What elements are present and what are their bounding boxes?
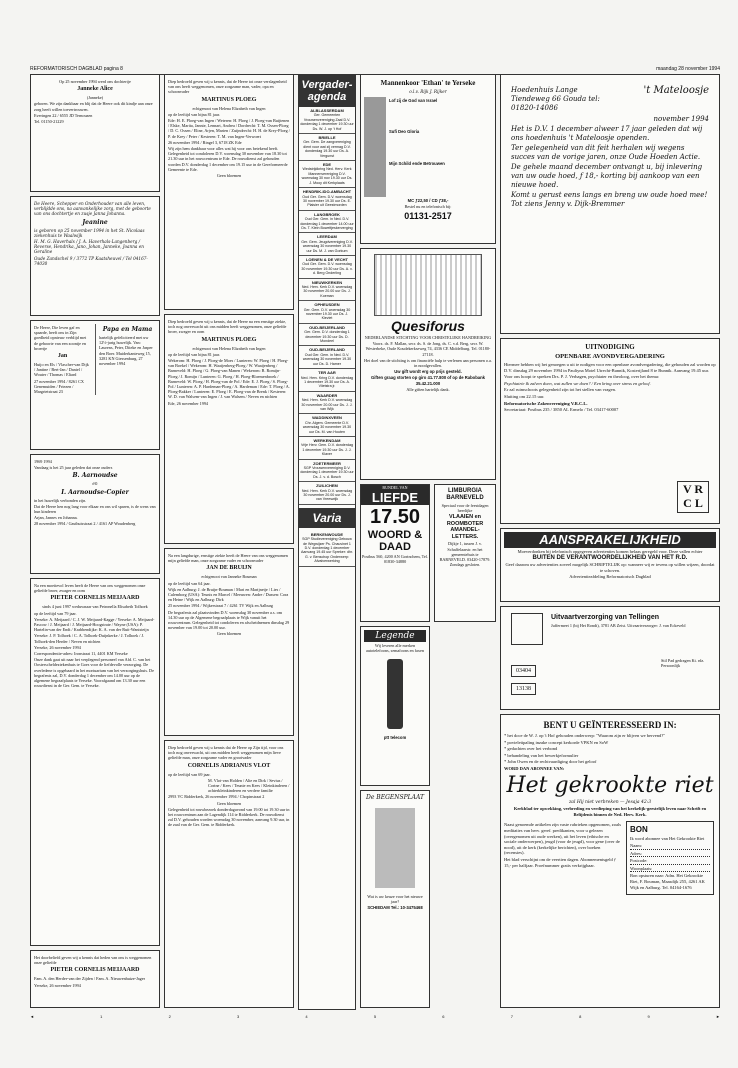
building-illustration	[374, 254, 482, 316]
legende-title: Legende	[364, 630, 426, 642]
ploeg2-text: Diep bedroefd geven wij u kennis, dat de Heere na een ernstige ziekte, toch nog onverwacht uit ons midden heeft weggenomen, onze geliefde broer, zwager en oom	[168, 319, 287, 335]
quesiforus-title: Quesiforus	[391, 318, 465, 334]
song-2: Sufi Deo Gloria	[389, 129, 420, 135]
ploeg1-date: 26 november 1994 / Ringel 3, 6718 ZK Ede	[168, 139, 242, 145]
agenda-item-details: Ger. Gem. De zangvereniging dient voor wat zij vermag D.V. donderdag 19.30 uur Ds. A. Vergunst	[303, 140, 351, 158]
uitvaart-side: Stil Pad gedragen Kt. rdz. Persoonlijk	[661, 658, 705, 669]
vrcl-logo: V R C L	[677, 481, 709, 513]
page-footer	[30, 1014, 720, 1020]
hoedenhuis-address: Hoedenhuis Lange Tiendeweg 66 Gouda tel: 01820-14086	[511, 86, 600, 112]
vlot-date: 2993 VC Ridderkerk, 26 november 1994 / Chopinstraat 2	[168, 794, 265, 800]
jub-sub: in het huwelijk verbonden zijn.	[34, 497, 87, 503]
agenda-item-details: Ger. Gem. Jeugdvereniging D.V. woensdag 30 november 19.30 uur Ds. M. J. van Gorkum	[301, 239, 353, 253]
birth-tel: Tel. 01150-21229	[34, 119, 64, 125]
agenda-item-title: NIEUWKERKEN	[311, 279, 343, 285]
meijaard-age: op de leeftijd van 79 jaar.	[34, 610, 77, 616]
aansprak-main: BUITEN DE VERANTWOORDELIJKHEID VAN HET R.D.	[532, 554, 688, 561]
uitvaart-number-1: 03404	[511, 665, 536, 677]
jub-years: 1969 1994	[34, 459, 52, 464]
mannenkoor-ad	[360, 74, 496, 244]
avond-text: Hiermee hebben wij het genoegen u uit te nodigen voor een openbare avondvergadering, die gehouden zal worden op D.V. dinsdag 29 november 1994 in Pauliyna Motel Utrecht-Bunnik, Kosterijland 8 te Bunnik. Aanvang 19.45 uur.	[504, 362, 716, 373]
liefde-ad	[360, 484, 430, 622]
agenda-item	[299, 369, 355, 392]
agenda-item-title: LANGBROEK	[314, 211, 340, 217]
agenda-item-title: TER AAR	[318, 370, 336, 376]
bruijn-name: JAN DE BRUIJN	[206, 565, 252, 572]
obituary-ploeg	[164, 74, 294, 310]
mannenkoor-sub: o.l.v. Rijk J. Rijker	[409, 89, 447, 94]
agenda-item-title: ZOETERMEER	[313, 460, 341, 466]
agenda-item	[299, 233, 355, 256]
hoedenhuis-logo: 't Mateloosje	[643, 85, 709, 96]
avond-secretariat: Secretariaat: Postbus 235 / 3850 AL Ermelo / Tel. 03417-60007	[504, 407, 619, 413]
footer-marker: 6	[442, 1014, 445, 1019]
aansprak-bottom: Advertentieafdeling Reformatorisch Dagblad	[569, 574, 651, 580]
jub-thanks: Dat de Heere hen nog lang voor elkaar en ons wil sparen, is de wens van hun kinderen	[34, 503, 156, 515]
mannenkoor-price: MC ƒ22,50 / CD ƒ38,-	[407, 198, 449, 204]
aansprak-title: AANSPRAKELIJKHEID	[504, 532, 716, 548]
agenda-item	[299, 107, 355, 134]
meijaard2-fam: Fam. A. den Herder-van der Zijden / Fam. A. Nieuwenhuize-Jager	[34, 976, 145, 982]
agenda-item-details: Oud Ger. Gem. D.V. woensdag 30 november 19.30 uur Ds. E. Plaisier uit Geestmorden	[302, 194, 352, 208]
quesiforus-bank: Giften graag storten op giro 41.77.800 of op de Rabobank 35.42.21.000	[370, 375, 485, 386]
avondvergadering-ad	[500, 338, 720, 524]
limburgia-text: Dijkje 1, tussen J. v. Schaffelaarstr. en het gemeentehuis te BARNEVELD. 03420-17879. Zondags gesloten.	[439, 541, 491, 568]
agenda-item-details: Ger. Gemeenten Vrouwenvereniging Zaal D.V. donderdag 1 december 19.30 uur Ds. W. J. op 't Hof	[300, 113, 354, 131]
phone-image	[387, 659, 403, 729]
birth-intro: Op 25 november 1994 werd ons dochtertje	[59, 79, 131, 84]
agenda-item	[299, 437, 355, 460]
vlot-age: op de leeftijd van 69 jaar.	[168, 771, 211, 777]
papa-name: Jan	[57, 353, 68, 360]
bruijn-sub: echtgenoot van Janneke Bouman	[201, 574, 257, 580]
liefde-word: LIEFDE	[361, 490, 429, 505]
agenda-item	[299, 414, 355, 437]
papa-text: De Heere, Die leven gaf en spaarde, heeft ons in Zijn goedheid opnieuw verblijd met de geboorte van een zoontje en broertje	[34, 325, 87, 351]
agenda-item-title: WERKENDAM	[313, 437, 341, 443]
bent-title: BENT U GEÏNTERESSEERD IN:	[543, 720, 677, 730]
avond-org: Reformatorische Zakenvereniging V.R.C.L.	[504, 400, 588, 406]
bruijn-date: 25 november 1994 / Wijkerstraat 7 / 4261 TV Wijk en Aalburg	[168, 603, 273, 609]
footer-marker: 2	[168, 1014, 171, 1019]
legende-ad	[360, 626, 430, 786]
jub-text: Vandaag is het 25 jaar geleden dat onze ouders	[34, 465, 113, 471]
agenda-item	[299, 460, 355, 483]
quesiforus-text: Het doel van de stichting is om financiële hulp te verlenen aan personen o.a. in noodgevallen.	[364, 357, 492, 369]
birth-sig: Everingen 22 / 6555 JD Ternouzen	[34, 112, 93, 118]
agenda-item-details: Oud Ger. Gem. in Ned. D.V. donderdag 1 december 14.00 uur Ds. T. Klein Boweltjeskerverging	[300, 217, 354, 230]
book-bottom: SCHIEDAM Tel.: 10-3475468	[367, 905, 423, 911]
avond-close: Sluiting om 22.15 uur.	[504, 393, 545, 399]
ploeg1-fam: Ede: H. E. Ploeg-van Ingen / Weteren: H. Ploeg / J. Ploeg-van Buijtenen / Elske, Marita, Jannie, Lennart, Andrea / Dordrecht: T. M. Ossen-Ploeg / D. C. Ossen / Eline, Arjen, Marien / Zuijndrecht: H. H. de Krey-Ploeg / P. de Krey / Peter / Kesteren: T. M. van Ingen-Verwoert	[168, 118, 290, 139]
papa-date: 27 november 1994 / 8261 CX Genemuiden / Friezen / Margrietstraat 23	[34, 378, 84, 395]
agenda-item-title: OPHEUSDEN	[314, 302, 340, 308]
footer-marker: ◄	[30, 1014, 34, 1019]
ploeg1-name: MARTINUS PLOEG	[201, 96, 257, 103]
bent-item: * het doce de W. J. op 't Hof gehouden onderwerp: "Waarom zijn er blijven we bervend?"	[504, 733, 666, 738]
bruijn-body: De begrafenis zal plaatsvinden D.V. woensdag 30 november a.s. om 14.30 uur op de Algemene begraafplaats te Wijk vanuit het rouwcentrum. Gelegenheid tot condoleren en afscheidnemen dinsdag 29 november van 19.00 tot 20.00 uur.	[168, 609, 290, 631]
agenda-item-details: Chr. Algem. Gemeente D.V. woensdag 30 november 19.30 uur Ds. M. van Houten	[302, 420, 352, 434]
meijaard-text: Na een moeitevol leven heeft de Heere van ons weggenomen onze geliefde broer, zwager en oom	[34, 583, 146, 594]
obituary-ploeg-2	[164, 314, 294, 544]
liefde-note: Postbus 560, 4200 AN Gorinchem, Tel. 01830-34880	[362, 554, 428, 565]
birth-name: Janneke Alice	[77, 86, 113, 93]
vlot-nobl: Geen bloemen	[216, 800, 242, 806]
agenda-item	[299, 256, 355, 279]
agenda-item	[299, 188, 355, 211]
footer-marker: 5	[373, 1014, 377, 1019]
agenda-item-title: ALBLASSERDAM	[310, 108, 344, 113]
agenda-item	[299, 161, 355, 188]
meijaard-name: PIETER CORNELIS MEIJAARD	[50, 595, 140, 602]
subscription-coupon[interactable]	[626, 821, 714, 895]
footer-marker: 8	[579, 1014, 582, 1019]
agenda-item-details: Ned. Herv. Kerk D.V. woensdag 30 november 20.00 uur Ds. J. van Vreeswijk	[301, 488, 353, 502]
agenda-list	[299, 107, 355, 505]
jub-date: 28 november 1994 / Gasthuisstraat 2 / 4161 AP Woudenberg	[34, 521, 136, 527]
avond-speaker: Voor ons hoopt te spreken Drs. P. J. Verhagen, psychiater en theoloog, over het thema:	[504, 374, 660, 380]
varia-heading: Varia	[299, 508, 355, 528]
uitvaart-number-2: 13138	[511, 683, 536, 695]
papa-extra: hartelijk gefeliciteerd met uw 12½-jarig huwelijk. Van: Laurens, Peter, Diteke en Jasper den Boer. Muiderkanteweg 15, 3281 KN Giessenburg, 27 november 1994	[99, 335, 153, 367]
bruijn-text: Na een langdurige, ernstige ziekte heeft de Heere van ons weggenomen mijn geliefde man, onze zorgzame vader en schoonvader	[168, 553, 288, 564]
meijaard2-name: PIETER CORNELIS MEIJAARD	[50, 967, 140, 974]
bent-item: * povieletipaling inzake concept kerkorde VPKN en SoW	[504, 739, 609, 745]
avond-questions: Er zal ruimschoots gelegenheid zijn tot het stellen van vragen.	[504, 387, 616, 393]
agenda-item-title: WADDINXVEEN	[312, 415, 342, 421]
ploeg1-text: Diep bedroefd geven wij u kennis, dat de Heere tot onze verslagenheid van ons heeft weggenomen, onze zorgzame man, vader, opa en schoonvader	[168, 79, 287, 95]
hoedenhuis-date: november 1994	[653, 115, 709, 123]
agenda-item-details: Ned. Herv. Kring D.V. donderdag 1 december 19.30 uur Ds. A. Vlietstra jr.	[300, 375, 354, 389]
ploeg2-age: op de leeftijd van bijna 81 jaar.	[168, 351, 220, 357]
papa-mama-announcement	[30, 320, 160, 450]
coupon-postcode-field[interactable]: Postcode:	[630, 858, 710, 865]
legende-bottom: ptt telecom	[383, 735, 407, 741]
aansprakelijkheid-ad	[500, 528, 720, 602]
varia-item-title: BERKENWOUDE	[310, 531, 344, 537]
meijaard-fam: Yerseke: A. Meijaard / C. J. W. Meijaard-Kagge / Yerseke: A. Meijaard-Pascow / J. Meijaard / J. Meijaard-Hoogstrate / Wayne (USA): P. Hartelin-van der Endt / Krabbendijke: K. A. van der Ruit-Wanisteijn	[34, 616, 155, 633]
avond-title: UITNODIGING	[585, 343, 635, 351]
gift-date: is geboren op 25 november 1994 in het St. Nicolaas ziekenhuis te Waalwijk	[34, 227, 145, 238]
agenda-item-details: SGP Vrouwenvereniging D.V. donderdag 1 december 19.30 uur Ds. J. v. d. Bosch	[300, 466, 354, 479]
meijaard-fam2: Yerseke: J. P. Tolhoek / C. A. Tolhoek-Duijnkerke / J. Tolhoek / J. Tolhoek-den Herder / Neven en nichten	[34, 633, 145, 644]
varia-list	[299, 531, 355, 567]
birth-announcement-2	[30, 196, 160, 316]
limburgia-main: VLAAIEN en ROOMBOTER AMANDEL-LETTERS.	[446, 514, 484, 540]
hoedenhuis-sig: Komt u gerust eens langs en breng uw oude hoed mee! Tot ziens Jenny v. Dijk-Bremmer	[511, 191, 708, 208]
agenda-item	[299, 482, 355, 505]
cassette-image	[364, 97, 386, 197]
agenda-item-details: Vrije Herv. Gem. D.V. donderdag 1 december 19.30 uur Ds. J. J. Klaver	[301, 443, 353, 457]
bent-tagline: Kerkblad ter opwekking, verbreding en verdieping van het kerkelijk-geestelijk leven naar Schrift en Belijdenis binnen de Ned. Herv. Kerk.	[513, 806, 707, 817]
bent-body2: Het blad verschijnt om de veertien dagen. Abonnementsgeld ƒ 15,- per halfjaar. Proefnummer gratis verkrijgbaar.	[504, 856, 617, 868]
jub-kids: Arjan, Jannes en Johanna.	[34, 515, 78, 521]
aansprak-text: Moeverdonken bij telefonisch opgegeven advertenties komen helaas geregeld voor. Deze vallen echter	[517, 549, 703, 554]
agenda-item-title: EDE	[322, 162, 332, 168]
bruijn-fam: Wijk en Aalburg: J. de Bruijn-Bouman / Mari en Marijnetje / Lies / Culemborg (USA): Teunis en Marcel / Meeuwen: Andre / Dussen: Cora en Heine / Wijk en Aalburg: Dirk	[168, 586, 289, 603]
bent-list	[504, 733, 716, 765]
obituary-vlot	[164, 740, 294, 1008]
agenda-item-title: HENDRIK-IDO-AMBACHT	[302, 189, 352, 195]
gift-fam: H. M. G. Haverhals / J. A. Haverhals-Langenberg / Reverse, Hendrika, Jano, Johan, Janneke, Joanna en Geraline	[34, 239, 144, 255]
hoedenhuis-body3: De gehele maand december ontvangt u, bij inlevering van uw oude hoed, ƒ 18,- korting bij aankoop van een nieuwe hoed.	[511, 163, 703, 189]
agenda-item	[299, 134, 355, 161]
mannenkoor-tel: 01131-2517	[404, 210, 452, 221]
jub-en: en	[92, 481, 98, 487]
vlot-fam: M. Vlot-van Holden / Alie en Dirk / Sevius / Corine / Kees / Teunie en Kees / Kleinkinderen / achterkleinkinderen en verdere familie	[208, 777, 290, 794]
liefde-label: BUNDEL VAN	[361, 485, 429, 490]
agenda-item-title: LOENEN & DE VECHT	[305, 256, 348, 262]
obituary-meijaard-2	[30, 950, 160, 1008]
meijaard-addr: Correspondentie-adres: Ironstraat 11, 4401 KM Yerseke	[34, 651, 128, 657]
meijaard-sub: sinds 4 juni 1997 weduwnaar van Petronella Elisabeth Tolhoek	[42, 604, 148, 610]
agenda-item-details: Ned. Herv. Kerk D.V. woensdag 30 november 20.00 uur Ds. J. J. van Wijk	[301, 398, 353, 411]
ploeg1-nobl: Geen bloemen	[216, 173, 242, 179]
footer-marker: 9	[647, 1014, 650, 1019]
gift-name: Jeanine	[82, 218, 108, 226]
agenda-item-details: Ned. Herv. Kerk D.V. woensdag 30 november 20.00 uur Ds. J. Koeman	[301, 285, 353, 298]
agenda-item-title: BRIELLE	[318, 135, 336, 141]
papa-kids: Huijo en Els / Vlascher-van Dijk / Jantine / Bert-Jan / Daniel / Wouter / Thomas / Eliard	[34, 362, 89, 378]
coupon-text: Ik word abonnee van Het Gekrookte Riet	[630, 836, 705, 842]
book-image	[375, 808, 415, 888]
quesiforus-ad	[360, 248, 496, 480]
agenda-item	[299, 279, 355, 302]
avond-theme: Psychiatrie & zalven doen, wat zullen we doen? / Een kring over stress en geloof.	[504, 380, 651, 386]
limburgia-ad	[434, 484, 496, 622]
agenda-item	[299, 346, 355, 369]
obituary-meijaard	[30, 578, 160, 946]
hoedenhuis-body: Het is D.V. 1 december alweer 17 jaar geleden dat wij ons hoedenhuis 't Mateloosje openden.	[511, 125, 703, 142]
quesiforus-addr: Voorz. ds. F. Mallan, secr. ds. S. de Jong, ds. C. v.d. Berg, secr. W. Westerbeke, Oude Koudekerkseweg 74, 4336 CE Middelburg. Tel. 01180-27118.	[365, 341, 491, 357]
birth-announcement	[30, 74, 160, 192]
meijaard2-text: Het doorbeliefd geven wij u kennis dat heden van ons is weggenomen onze geliefde	[34, 955, 152, 966]
footer-marker: 1	[100, 1014, 103, 1019]
bruijn-age: op de leeftijd van 64 jaar.	[168, 580, 211, 586]
jub-names: B. Aarnoudse	[72, 472, 118, 480]
birth-text: geboren. We zijn dankbaar en blij dat de Heere ook dit kindje aan onze zorg heeft willen toevertrouwen.	[34, 101, 153, 112]
agenda-item-title: OUD-BEIJERLAND	[309, 347, 345, 353]
quesiforus-gift: Uw gift wordt erg op prijs gesteld.	[394, 369, 462, 375]
song-1: Lof zij de God van Israel	[389, 98, 438, 104]
agenda-item-details: Ger. Gem. D.V. donderdag 1 december 19.30 uur Ds. D. Mondeel	[304, 330, 350, 344]
footer-marker: 7	[510, 1014, 513, 1019]
coupon-address: Bon opsturen naar: Adm. Het Gekrookte Riet, F. Bouman, Maasdijk 255, 4261 AK Wijk en Aalburg. Tel. 04164-1676	[630, 873, 705, 890]
gekrookte-riet-logo: Het gekrookte riet	[506, 772, 714, 798]
birth-nick: (Janneke)	[86, 95, 104, 101]
hoedenhuis-ad	[500, 74, 720, 334]
footer-marker: 3	[237, 1014, 240, 1019]
meeting-agenda	[298, 74, 356, 1010]
footer-marker: 4	[305, 1014, 308, 1019]
gift-addr: Oude Zandschel 9 / 3772 TP Kaatsheuvel / Tel 04167-74030	[34, 255, 148, 266]
ploeg2-date: Ede, 26 november 1994	[168, 400, 209, 406]
coupon-city-field[interactable]: Woonplaats:	[630, 866, 710, 873]
uitvaart-addr: Juffermeet 1 (bij Het Rondt), 3781 AB Zeist. Uitvaartverzorger: J. van Eckeveld	[551, 623, 686, 628]
liefde-price: 17.50	[369, 506, 421, 529]
ploeg1-sub: echtgenoot van Helena Elizabeth van Ingen	[192, 105, 266, 111]
header-right: maandag 28 november 1994	[656, 66, 720, 72]
bent-motto: zal Hij niet verbreken — Jesaja 42:3	[568, 799, 652, 805]
mannenkoor-title: Mannenkoor 'Ethan' te Yerseke	[380, 79, 476, 87]
meijaard-body: Onze dank gaat uit naar het verplegend personeel van Afd. C. van het Oosterscheldeziekenhuis te Goes voor de liefdevolle verzorging. De overledene is opgebaard in het mortuarium van het verzorgingshuis. De begrafenis zal, D.V. donderdag 1 december om 14.00 uur op de algemene begraafplaats te Yerseke. Voorafgaand om 13.30 uur een rouwdienst in de Ger. Gem. te Yerseke.	[34, 657, 154, 689]
legende-text: Wij leveren alle merken autotelefoons, semafoons en faxen	[366, 643, 424, 654]
obituary-bruijn	[164, 548, 294, 736]
ploeg1-age: op de leeftijd van bijna 81 jaar.	[168, 111, 220, 117]
quesiforus-sub: NEDERLANDSE STICHTING VOOR CHRISTELIJKE HANDREIKING	[364, 335, 492, 340]
papa-title: Papa en Mama	[102, 326, 153, 333]
uitvaart-ad	[500, 606, 720, 710]
jubilee-announcement	[30, 454, 160, 574]
header-left: REFORMATORISCH DAGBLAD pagina 8	[30, 66, 123, 72]
agenda-item-title: ZUILICHEM	[316, 483, 338, 489]
agenda-item	[299, 211, 355, 234]
varia-item	[299, 531, 355, 567]
vlot-body: Gelegenheid tot rouwbezoek donderdagavond van 19.00 tot 19.30 uur in het rouwcentrum aan de Lagendijk 114 te Ridderkerk. De rouwdienst zal D.V. gehouden worden woensdag 30 november, aanvang 9.30 uur, in de zaal van de Ger. Gem. te Ridderkerk.	[168, 806, 290, 828]
bent-body: Naast genoemde artikelen zijn vaste rubrieken opgenomen, zoals meditaties van herv. geref. predikanten, voor u gelezen (overgenomen uit oude werken), uit het leven (ethische en sociale onderwerpen), jeugd (voor de jeugd), voor gene (over de nood), uit de kerk (kerkelijke berichten), over boeken (recensies).	[504, 822, 621, 856]
agenda-item-title: WAARDER	[316, 392, 338, 398]
liefde-publisher: WOORD & DAAD	[367, 529, 423, 554]
book-title: De BEGENSPLAAT	[366, 794, 424, 801]
song-3: Mijn Schild ende Betrouwen	[389, 160, 445, 166]
coupon-name-field[interactable]: Naam:	[630, 843, 710, 850]
agenda-heading: Vergader-agenda	[299, 75, 355, 107]
ploeg2-sub: echtgenoot van Helena Elizabeth van Ingen	[192, 345, 266, 351]
aansprak-text2: Geef daarom uw advertenties zoveel mogelijk SCHRIFTELIJK op: wanneer wij er tevens op willen wijzen, doordat te schoven.	[505, 562, 715, 573]
agenda-item	[299, 392, 355, 415]
uitvaart-logo	[511, 613, 543, 645]
agenda-item-details: Ger. Gem. D.V. woensdag 30 november 19.30 uur Ds. J. Kieviet	[303, 307, 351, 321]
ploeg2-name: MARTINUS PLOEG	[201, 336, 257, 343]
uitvaart-title: Uitvaartverzorging van Tellingen	[551, 614, 660, 621]
ploeg1-body: Wij zijn hem dankbaar voor alles wat hij voor ons betekend heeft. Gelegenheid tot condoleren D.V. woensdag 30 november van 18.30 tot 21.30 uur in het rouwcentrum te Ede. De rouwdienst zal gehouden worden D.V. donderdag 1 december om 19.15 uur in de Gereformeerde Gemeente te Ede.	[168, 146, 288, 172]
meijaard2-date: Yerseke, 26 november 1994	[34, 982, 81, 988]
coupon-title: BON	[630, 825, 648, 835]
gekrookte-riet-ad	[500, 714, 720, 1008]
agenda-item-details: Oud Ger. Gem. D.V. woensdag 30 november 19.30 uur Ds. A. v. d. Berg Onderling	[301, 262, 353, 276]
ploeg2-fam: Wekerom: H. Ploeg / J. Ploeg-de Moes / Lunteren: W. Ploeg / H. Ploeg-van Boekel / Wekerom: H. Waaijenberg-Ploeg / W. Waaijenberg / Barneveld: H. Ploeg / G. Ploeg-van Manen / Wekerom: B. Romijn-Ploeg / J. Romijn / Lunteren: G. Ploeg / H. Ploeg-Bloemenbroek / Barneveld: W. Ploeg / H. Ploeg-van de Pol / Ede: E. J. Ploeg / S. Ploeg-Pol / Lunteren: A. P. Hardeman-Ploeg / A. Hardeman / Ede: T. Ploeg / A. Ploeg-Bakker / Lunteren: E. Ploeg / E. Ploeg-van de Brenk / Kesteren: W. D. van Walsem-van Ingen / J. van Walsem / Neven en nichten	[168, 358, 290, 400]
vlot-name: CORNELIS ADRIANUS VLOT	[187, 762, 271, 769]
bent-item: * behandeling van het bewerkjeformulier	[504, 752, 579, 758]
vlot-text: Diep bedroefd geven wij u kennis dat de Heere op Zijn tijd, voor ons toch nog onverwacht, uit ons midden heeft weggenomen mijn lieve geliefde man, onze zorgzame vader en grootvader	[168, 745, 284, 761]
bent-item: * John Owen en de rechtvaardiging door het geloof	[504, 759, 597, 765]
limburgia-sub: Speciaal voor de feestdagen heerlijke	[441, 503, 489, 514]
agenda-item	[299, 324, 355, 347]
agenda-item-details: Wedstrijdkring Ned. Herv. Kerk Mannenvereniging D.V. woensdag 30 nov 19.30 uur Ds. J. Mooy dit Kerkplaats	[301, 167, 353, 185]
limburgia-title: LIMBURGIA BARNEVELD	[446, 488, 484, 501]
bent-item: * gedachten over het verbond	[504, 746, 558, 752]
bent-word: WORD DAN ABONNEE VAN:	[504, 765, 565, 771]
footer-marker: ►	[715, 1014, 720, 1019]
coupon-address-field[interactable]: Adres:	[630, 851, 710, 858]
varia-item-details: SGP Studievereniging Gebouw de Wegwijzer Ps. Chauvinet 1 D.V. donderdag 1 december Aanvang 19.45 uur Spreker: dhr. G. v. Benschop Onderwerp: Afvalverwerking	[301, 537, 353, 564]
agenda-item-title: LEERDAM	[317, 234, 337, 240]
bruijn-nobl: Geen bloemen	[216, 631, 242, 637]
hoedenhuis-body2: Ter gelegenheid van dit feit herhalen wij wegens succes van de vorige jaren, onze Oude Hoeden Actie.	[511, 144, 701, 161]
mannenkoor-order: Bestel nu en telefonisch bij:	[404, 204, 452, 210]
jub-names2: I. Aarnoudse-Copier	[61, 488, 129, 496]
book-text: Wat is uw keuze voor het nieuwe jaar?	[367, 894, 423, 905]
avond-sub: OPENBARE AVONDVERGADERING	[555, 353, 665, 360]
meijaard-date: Yerseke, 26 november 1994	[34, 644, 81, 650]
agenda-item-details: Oud Ger. Gem. in Ned. D.V. woensdag 30 november 19.30 uur Ds. D. Hamer	[302, 352, 352, 366]
quesiforus-bottom: Alle giften hartelijk dank.	[406, 386, 450, 392]
book-ad	[360, 790, 430, 1008]
agenda-item	[299, 301, 355, 324]
gift-text: De Heere, Schepper en Onderhouder van alle leven, verblijdde ons, na aanvankelijke zorg, met de geboorte van ons dochtertje en zusje Janna Johanna.	[34, 201, 151, 217]
agenda-item-title: OUD-BEIJERLAND	[309, 324, 345, 330]
